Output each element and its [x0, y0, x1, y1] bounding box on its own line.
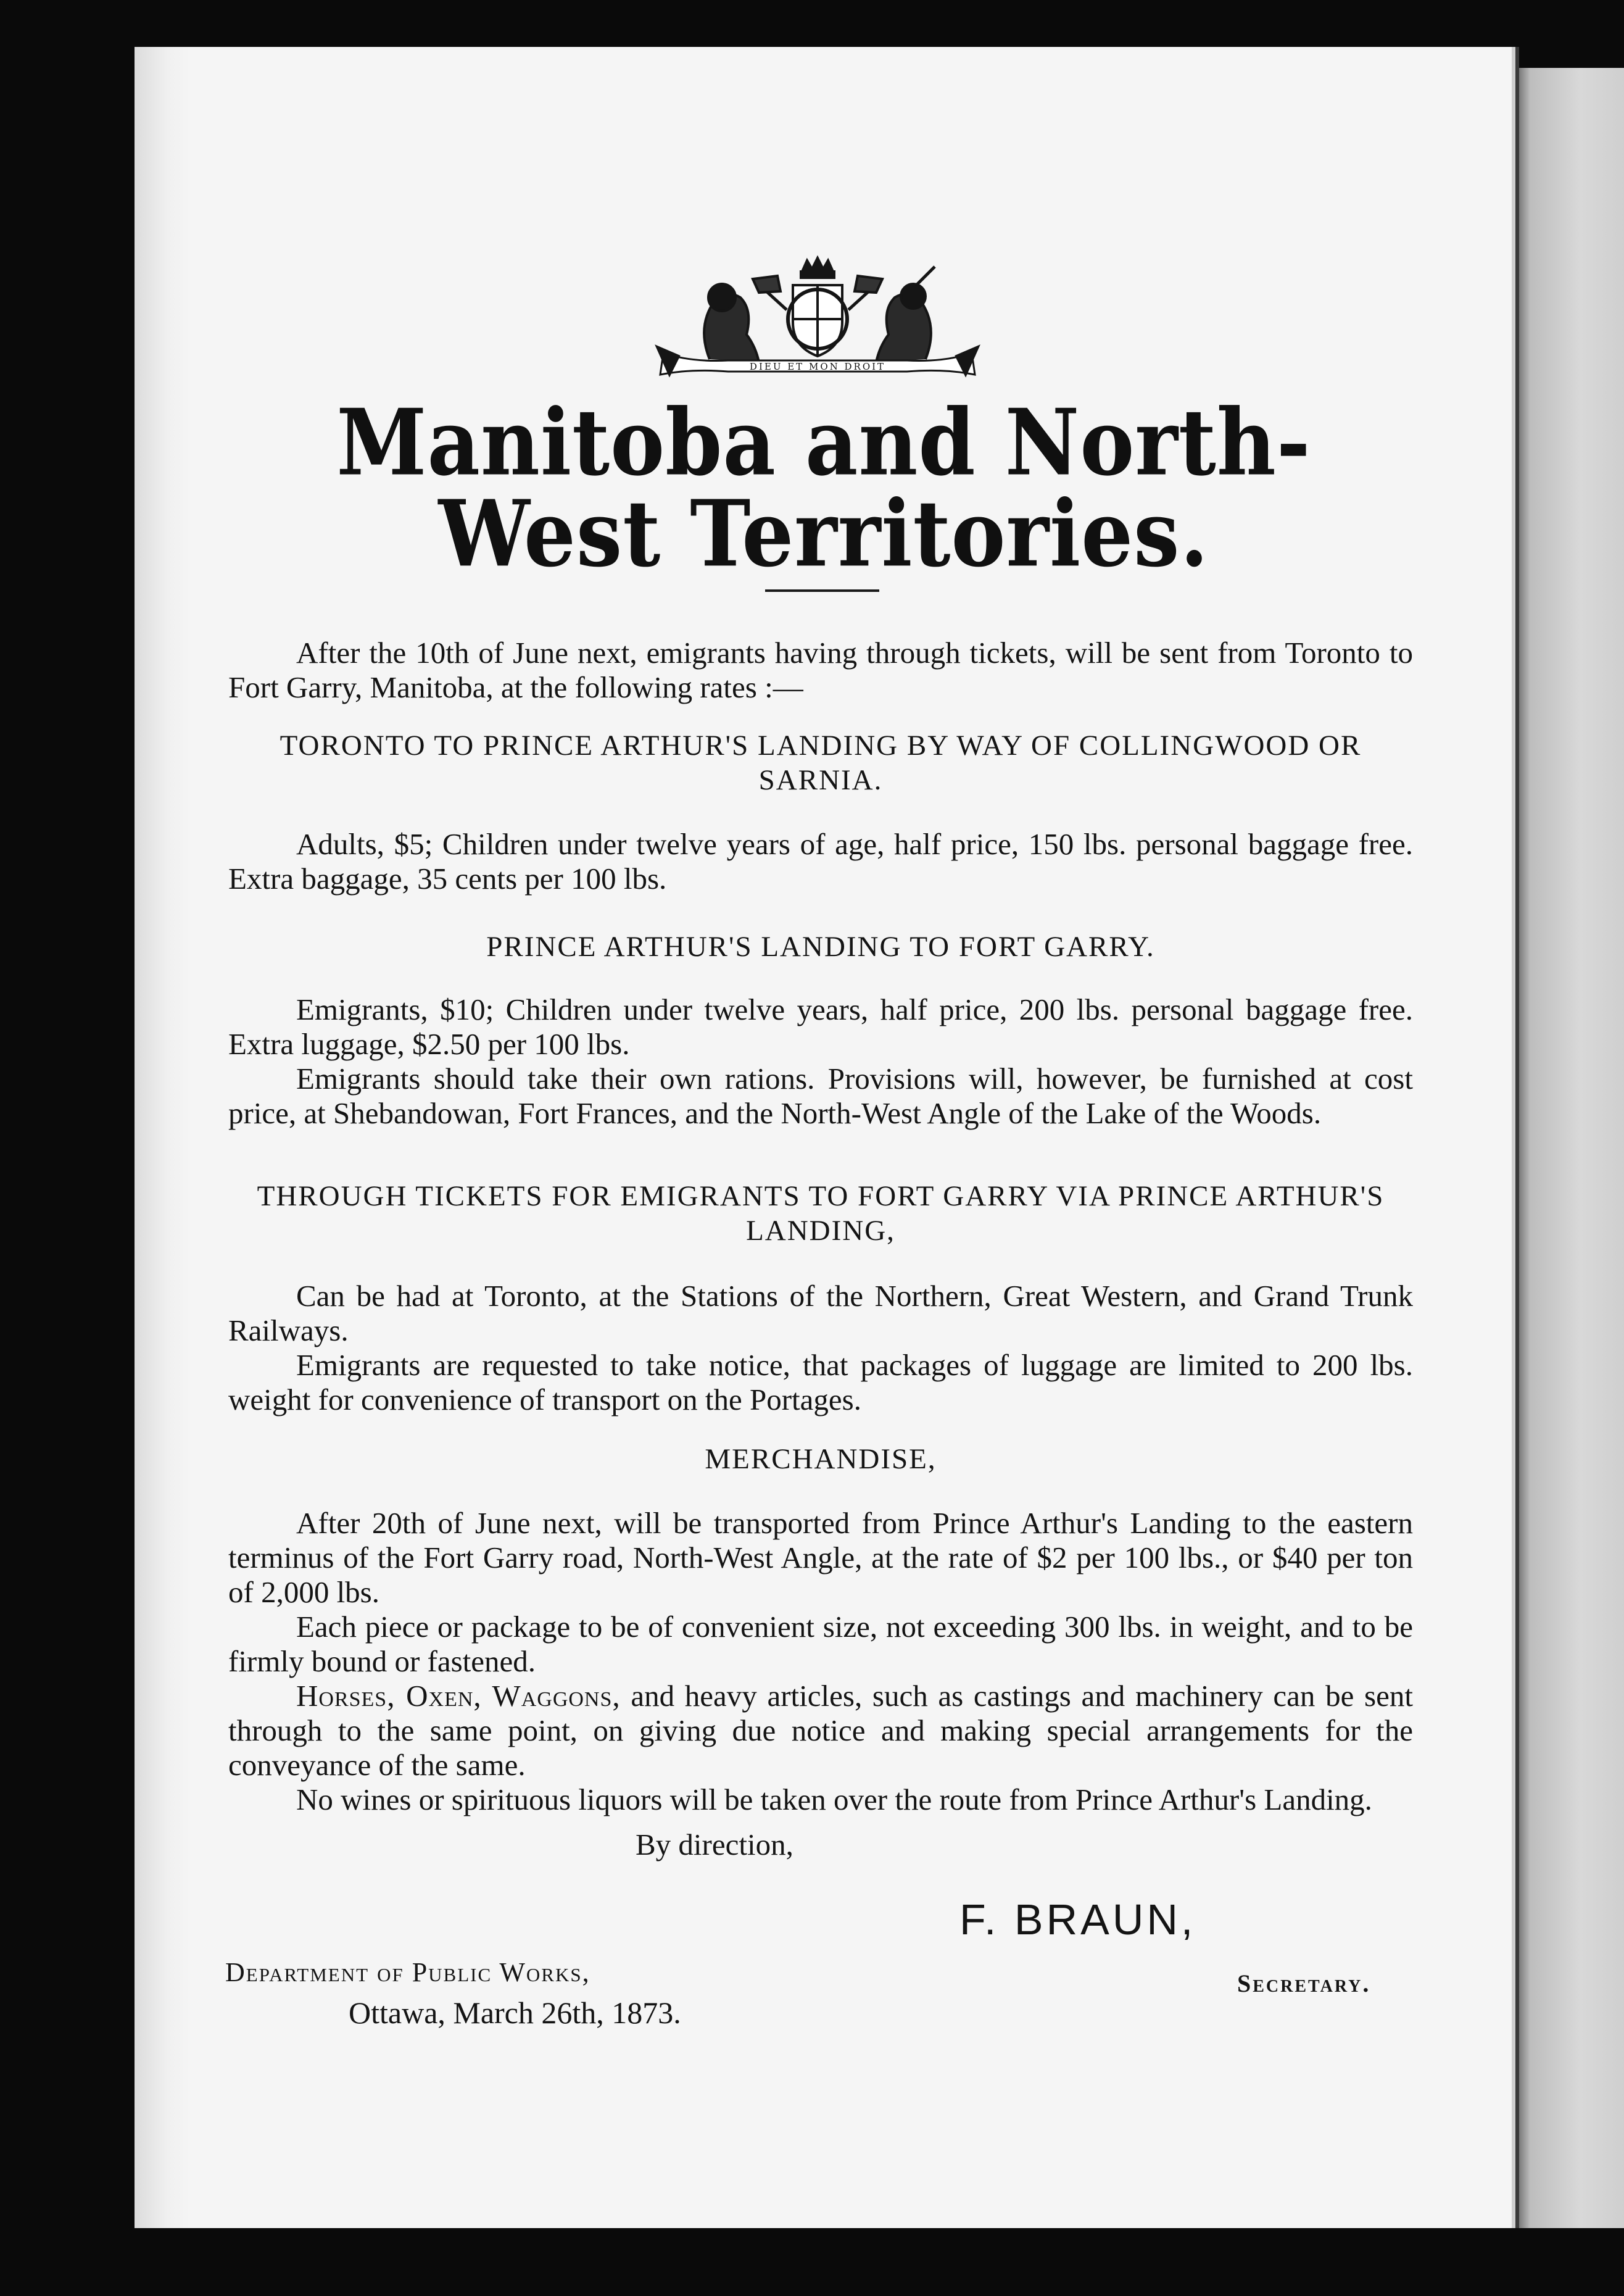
closing-line: By direction,: [636, 1828, 793, 1861]
title-divider: [765, 589, 879, 592]
package-size-text: Each piece or package to be of convenient size, not exceeding 300 lbs. in weight, and to be firmly bound or fastened.: [228, 1610, 1413, 1678]
provisions-text: Emigrants should take their own rations. Provisions will, however, be furnished at cost price, at Shebandowan, Fort Frances, and the North-West Angle of the Lake of the Woods.: [228, 1062, 1413, 1130]
section-heading-through-tickets: THROUGH TICKETS FOR EMIGRANTS TO FORT GARRY VIA PRINCE ARTHUR'S LANDING,: [257, 1180, 1385, 1247]
department-name: Department of Public Works,: [225, 1957, 590, 1987]
section-heading-toronto-route: TORONTO TO PRINCE ARTHUR'S LANDING BY WAY OF COLLINGWOOD OR SARNIA.: [280, 730, 1362, 796]
page-title: Manitoba and North-West Territories.: [336, 389, 1311, 588]
section-body-fort-garry: [228, 992, 1413, 1131]
section-heading-fort-garry: PRINCE ARTHUR'S LANDING TO FORT GARRY.: [486, 931, 1155, 963]
rates-emigrants-text: Emigrants, $10; Children under twelve years, half price, 200 lbs. personal baggage free. Extra luggage, $2.50 per 100 lbs.: [228, 992, 1413, 1061]
intro-text: After the 10th of June next, emigrants having through tickets, will be sent from Toronto to Fort Garry, Manitoba, at the following rates :—: [228, 636, 1413, 704]
heavy-articles-rest: and heavy articles, such as castings and machinery can be sent through to the same point, on giving due notice and making special arrangements for the conveyance of the same.: [228, 1679, 1413, 1782]
section-body-merchandise: [228, 1506, 1413, 1817]
place-and-date: Ottawa, March 26th, 1873.: [349, 1995, 681, 2030]
page-binding-shadow: [135, 47, 190, 2228]
signatory-name: F. BRAUN,: [959, 1895, 1196, 1944]
section-body-toronto-route: [228, 827, 1413, 896]
liquor-text: No wines or spirituous liquors will be taken over the route from Prince Arthur's Landing.: [296, 1782, 1372, 1816]
ticket-stations-text: Can be had at Toronto, at the Stations of the Northern, Great Western, and Grand Trunk Railways.: [228, 1279, 1413, 1347]
crest-motto: DIEU ET MON DROIT: [749, 361, 886, 372]
heavy-articles-lead: Horses, Oxen, Waggons,: [296, 1679, 621, 1713]
heavy-articles-text: [228, 1679, 1413, 1782]
luggage-limit-text: Emigrants are requested to take notice, that packages of luggage are limited to 200 lbs. weight for convenience of transport on the Portages.: [228, 1348, 1413, 1416]
intro-paragraph: [228, 636, 1413, 705]
royal-coat-of-arms-icon: [654, 254, 981, 378]
section-heading-merchandise: MERCHANDISE,: [705, 1443, 937, 1475]
merchandise-rate-text: After 20th of June next, will be transported from Prince Arthur's Landing to the eastern terminus of the Fort Garry road, North-West Angle, at the rate of $2 per 100 lbs., or $40 per ton of 2,000 lbs.: [228, 1506, 1413, 1609]
adjacent-page-edge: [1506, 68, 1624, 2228]
section-body-through-tickets: [228, 1279, 1413, 1417]
signatory-title: Secretary.: [1237, 1969, 1371, 1997]
rates-adults-text: Adults, $5; Children under twelve years of age, half price, 150 lbs. personal baggage free. Extra baggage, 35 cents per 100 lbs.: [228, 827, 1413, 896]
